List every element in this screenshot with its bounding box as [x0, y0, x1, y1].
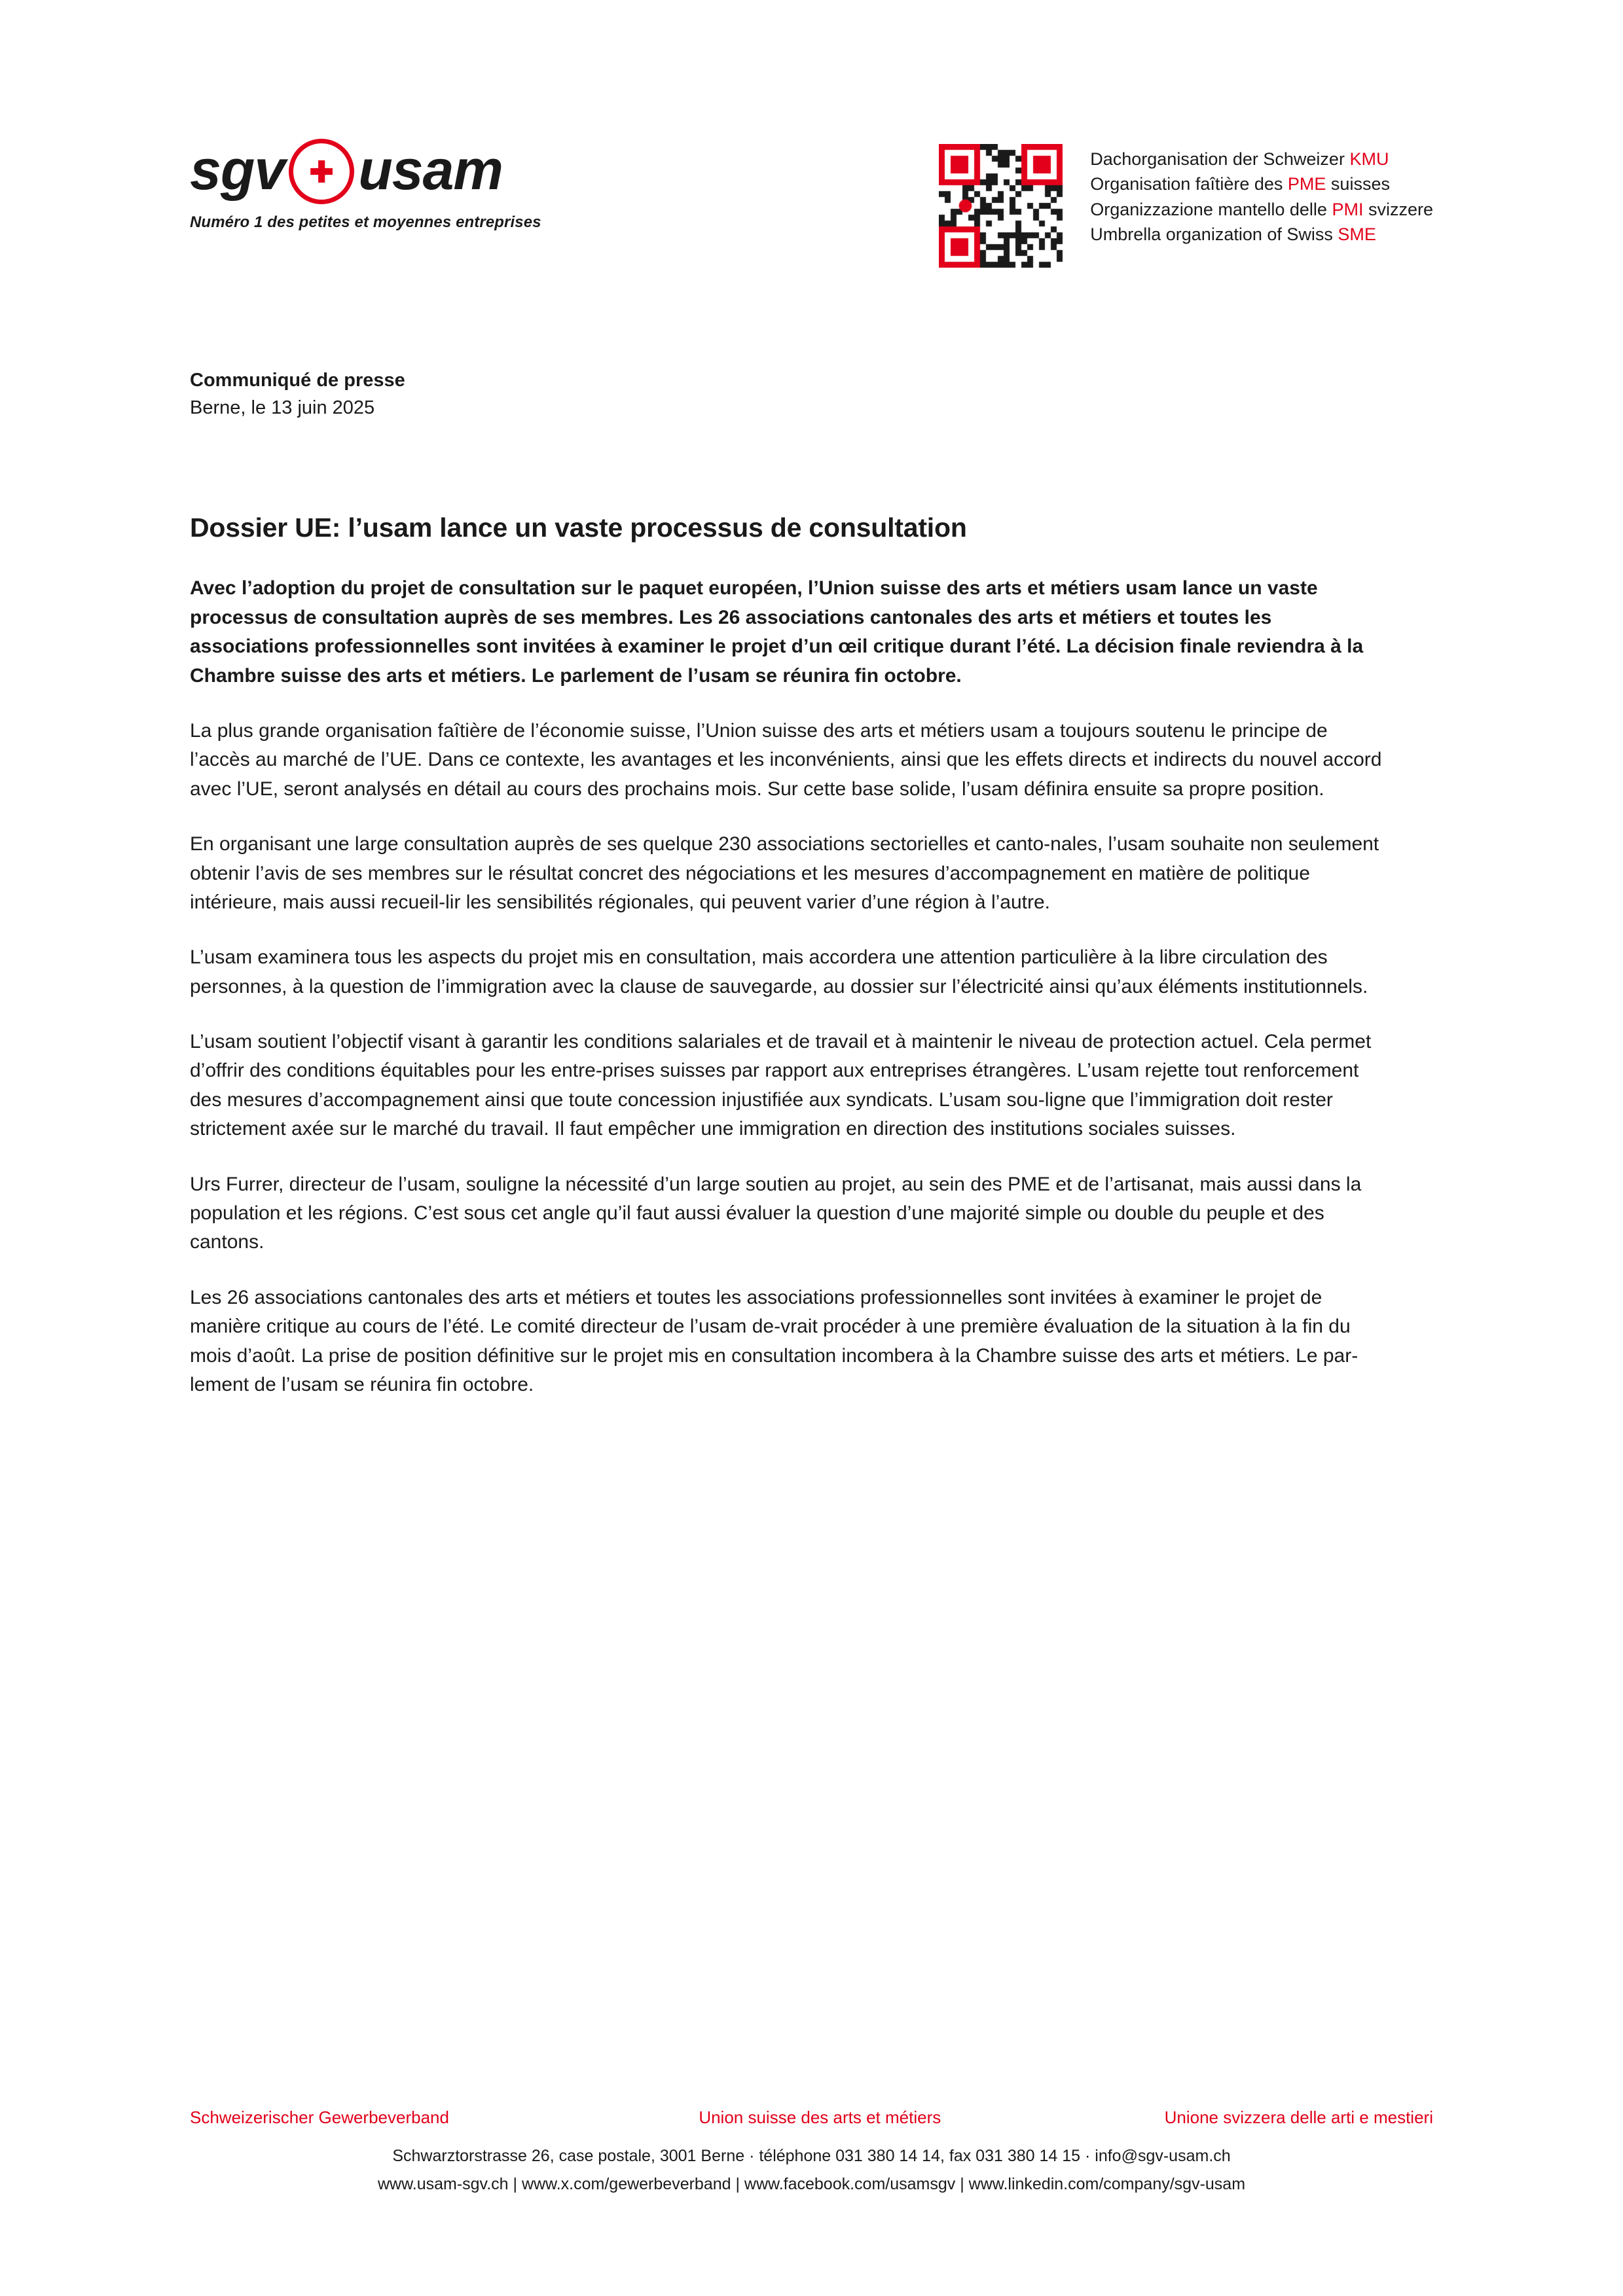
- lead-paragraph: Avec l’adoption du projet de consultation sur le paquet européen, l’Union suisse des arts et métiers usam lance un vaste processus de consultation auprès de ses membres. Les 26 associations cantonales des arts et métiers et toutes les associations professionnelles sont invitées à examiner le projet d’un œil critique durant l’été. La décision finale reviendra à la Chambre suisse des arts et métiers. Le parlement de l’usam se réunira fin octobre.: [190, 577, 1364, 687]
- body-paragraph-3: L’usam examinera tous les aspects du projet mis en consultation, mais accordera une attention particulière à la libre circulation des personnes, à la question de l’immigration avec la clause de sauvegarde, au dossier sur l’électricité ainsi qu’aux éléments institutionnels.: [190, 946, 1368, 997]
- footer-links[interactable]: www.usam-sgv.ch | www.x.com/gewerbeverband | www.facebook.com/usamsgv | www.linkedin.com/company/sgv-usam: [377, 2174, 1246, 2193]
- org-line-de: Dachorganisation der Schweizer KMU: [1090, 149, 1389, 169]
- body-paragraph-2: En organisant une large consultation auprès de ses quelque 230 associations sectorielles et canto-nales, l’usam souhaite non seulement obtenir l’avis de ses membres sur le résultat concret des négociations et les mesures d’accompagnement en matière de politique intérieure, mais aussi recueil-lir les sensibilités régionales, qui peuvent varier d’une région à l’autre.: [190, 833, 1379, 913]
- footer-name-fr: Union suisse des arts et métiers: [699, 2108, 941, 2127]
- organization-languages: [1090, 144, 1433, 247]
- logo-text-usam: usam: [358, 139, 503, 202]
- org-line-it: Organizzazione mantello delle PMI svizzere: [1090, 199, 1433, 219]
- body-paragraph-5: Urs Furrer, directeur de l’usam, souligne la nécessité d’un large soutien au projet, au sein des PME et de l’artisanat, mais aussi dans la population et les régions. C’est sous cet angle qu’il faut aussi évaluer la question d’une majorité simple ou double du peuple et des cantons.: [190, 1173, 1362, 1253]
- body-paragraph-4: L’usam soutient l’objectif visant à garantir les conditions salariales et de travail et à maintenir le niveau de protection actuel. Cela permet d’offrir des conditions équitables pour les entre-prises suisses par rapport aux entreprises étrangères. L’usam rejette tout renforcement des mesures d’accompagnement ainsi que toute concession injustifiée aux syndicats. L’usam sou-ligne que l’immigration doit rester strictement axée sur le marché du travail. Il faut empêcher une immigration en direction des institutions sociales suisses.: [190, 1031, 1372, 1140]
- org-line-en: Umbrella organization of Swiss SME: [1090, 224, 1376, 244]
- footer-address: Schwarztorstrasse 26, case postale, 3001 Berne · téléphone 031 380 14 14, fax 031 380 14 15 · info@sgv-usam.ch: [392, 2147, 1231, 2165]
- org-line-fr: Organisation faîtière des PME suisses: [1090, 174, 1390, 194]
- qr-header-block: [939, 144, 1433, 268]
- footer-name-it: Unione svizzera delle arti e mestieri: [1164, 2108, 1433, 2127]
- body-paragraph-1: La plus grande organisation faîtière de l’économie suisse, l’Union suisse des arts et métiers usam a toujours soutenu le principe de l’accès au marché de l’UE. Dans ce contexte, les avantages et les inconvénients, ainsi que les effets directs et indirects du nouvel accord avec l’UE, seront analysés en détail au cours des prochains mois. Sur cette base solide, l’usam définira ensuite sa propre position.: [190, 719, 1382, 800]
- document-type-label: Communiqué de presse: [190, 370, 405, 391]
- logo-wordmark: [190, 137, 648, 203]
- body-paragraph-6: Les 26 associations cantonales des arts et métiers et toutes les associations professionnelles sont invitées à examiner le projet de manière critique au cours de l’été. Le comité directeur de l’usam de-vrait procéder à une première évaluation de la situation à la fin du mois d’août. La prise de position définitive sur le projet mis en consultation incombera à la Chambre suisse des arts et métiers. Le par-lement de l’usam se réunira fin octobre.: [190, 1286, 1359, 1395]
- footer-organization-names: [190, 2108, 1433, 2128]
- document-header: [190, 137, 1433, 288]
- red-circle-cross-icon: [289, 139, 354, 204]
- place-date-line: Berne, le 13 juin 2025: [190, 397, 375, 419]
- qr-code-icon: [939, 144, 1073, 268]
- page-title: Dossier UE: l’usam lance un vaste processus de consultation: [190, 512, 967, 543]
- document-content: [190, 367, 1433, 1399]
- logo-tagline: Numéro 1 des petites et moyennes entreprises: [190, 213, 541, 231]
- footer-name-de: Schweizerischer Gewerbeverband: [190, 2108, 449, 2127]
- sgv-usam-logo: [190, 137, 648, 232]
- document-footer: [190, 2108, 1433, 2198]
- logo-text-sgv: sgv: [190, 139, 285, 202]
